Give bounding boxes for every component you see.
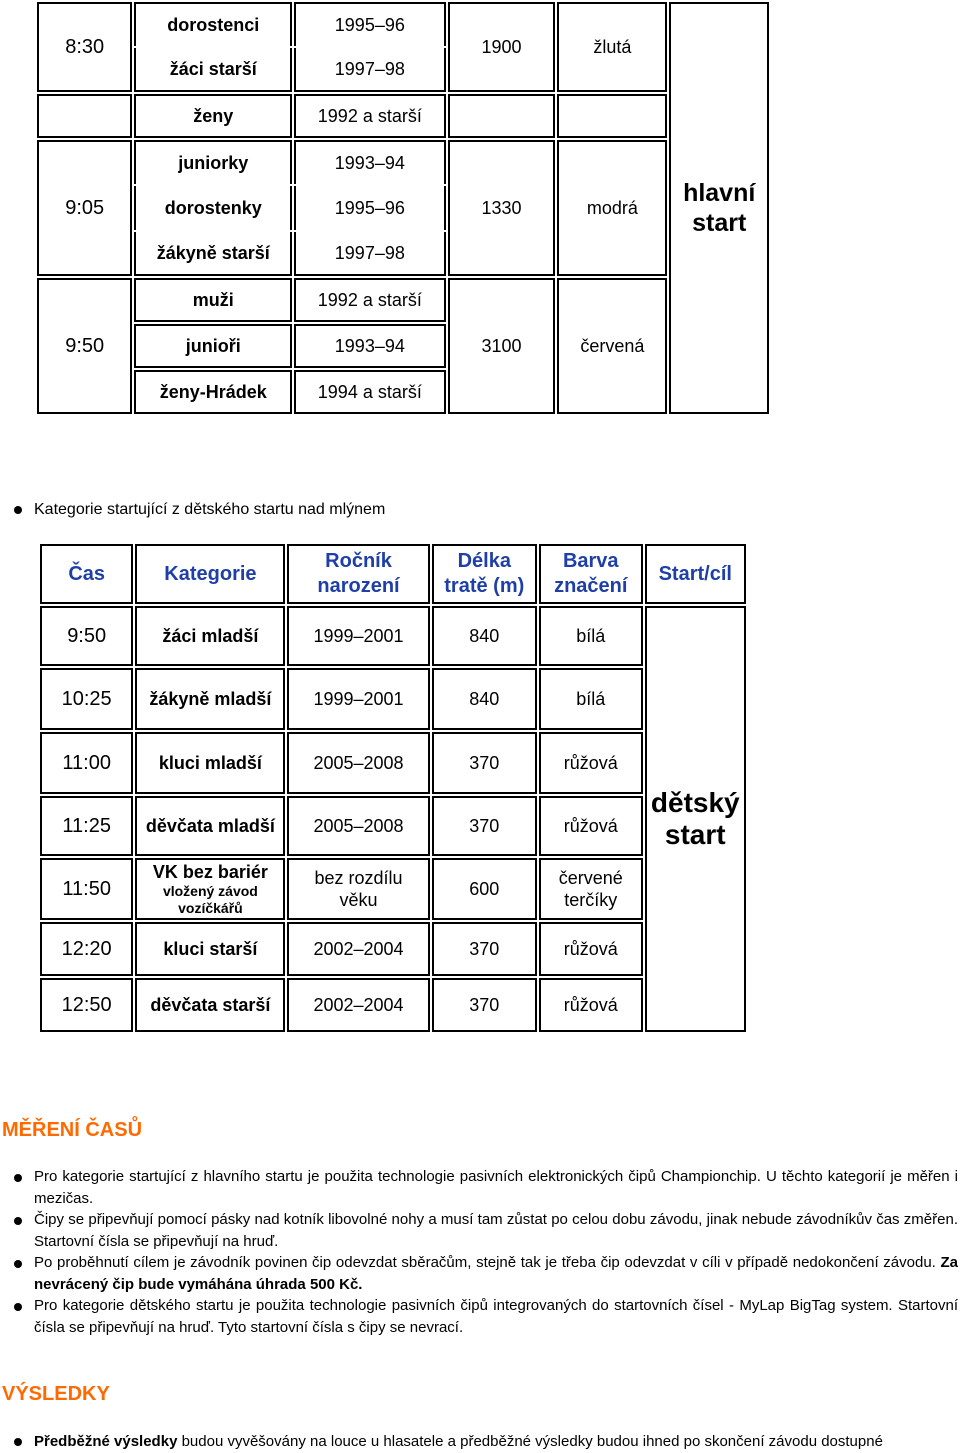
length-cell: 1330	[448, 140, 556, 276]
kids-year-text: bez rozdílu věku	[314, 868, 403, 910]
time-cell: 8:30	[37, 2, 132, 92]
year-cell: 1997–98	[294, 48, 445, 92]
kids-color-cell: růžová	[539, 978, 642, 1032]
timing-item	[0, 1209, 960, 1252]
kids-year-cell	[287, 858, 429, 920]
kids-color-cell: růžová	[539, 796, 642, 856]
timing-item	[0, 1252, 960, 1295]
header-length	[432, 544, 538, 604]
kids-category-cell: kluci mladší	[135, 732, 285, 794]
kids-year-cell: 2002–2004	[287, 922, 429, 976]
year-cell: 1995–96	[294, 2, 445, 46]
kids-color-cell: růžová	[539, 732, 642, 794]
results-item-text: budou vyvěšovány na louce u hlasatele a předběžné výsledky budou ihned po skončení závodu dostupné	[177, 1433, 883, 1450]
main-start-cell	[669, 2, 769, 414]
header-year	[287, 544, 429, 604]
header-start: Start/cíl	[645, 544, 746, 604]
time-cell	[37, 94, 132, 138]
header-color	[539, 544, 642, 604]
kids-time-cell: 11:50	[40, 858, 133, 920]
kids-category-cell: kluci starší	[135, 922, 285, 976]
year-cell: 1992 a starší	[294, 94, 445, 138]
length-cell: 3100	[448, 278, 556, 414]
kids-category-cell: žákyně mladší	[135, 668, 285, 730]
kids-length-cell: 840	[432, 668, 538, 730]
header-year-text: Ročník narození	[317, 550, 400, 597]
kids-year-cell: 2002–2004	[287, 978, 429, 1032]
kids-year-cell: 1999–2001	[287, 668, 429, 730]
category-cell: ženy	[134, 94, 292, 138]
kids-year-cell: 2005–2008	[287, 796, 429, 856]
timing-item-text: Pro kategorie dětského startu je použita technologie pasivních čipů integrovaných do startovních čísel - MyLap BigTag system. Startovní čísla se připevňují na hruď. Tyto startovní čísla s čipy se nevrací.	[34, 1297, 958, 1336]
category-cell: žáci starší	[134, 48, 292, 92]
kids-start-label: dětský start	[650, 787, 740, 850]
category-cell: juniorky	[134, 140, 292, 184]
main-start-table	[35, 0, 771, 416]
year-cell: 1994 a starší	[294, 370, 445, 414]
length-cell: 1900	[448, 2, 556, 92]
kids-color-cell: bílá	[539, 606, 642, 666]
kids-time-cell: 9:50	[40, 606, 133, 666]
timing-item	[0, 1295, 960, 1338]
bullet-icon	[14, 506, 22, 514]
category-cell: dorostenky	[134, 186, 292, 230]
timing-item-text: Pro kategorie startující z hlavního startu je použita technologie pasivních elektronických čipů Championchip. U těchto kategorií je měřen i mezičas.	[34, 1168, 958, 1207]
kids-category-cell: děvčata mladší	[135, 796, 285, 856]
kids-time-cell: 11:25	[40, 796, 133, 856]
timing-list	[0, 1166, 960, 1338]
kids-year-cell: 1999–2001	[287, 606, 429, 666]
kids-category-cell: žáci mladší	[135, 606, 285, 666]
kids-time-cell: 11:00	[40, 732, 133, 794]
category-cell: dorostenci	[134, 2, 292, 46]
time-cell: 9:05	[37, 140, 132, 276]
kids-color-text: červené terčíky	[558, 868, 623, 910]
kids-time-cell: 12:50	[40, 978, 133, 1032]
results-item-line	[34, 1431, 956, 1453]
header-time: Čas	[40, 544, 133, 604]
color-cell: žlutá	[557, 2, 667, 92]
kids-length-cell: 370	[432, 732, 538, 794]
kids-time-cell: 10:25	[40, 668, 133, 730]
color-cell: červená	[557, 278, 667, 414]
bullet-icon	[14, 1438, 22, 1446]
kids-category-main: VK bez bariér	[152, 862, 268, 882]
year-cell: 1995–96	[294, 186, 445, 230]
kids-length-cell: 600	[432, 858, 538, 920]
timing-title: MĚŘENÍ ČASŮ	[2, 1119, 143, 1141]
results-title: VÝSLEDKY	[2, 1383, 110, 1405]
kids-length-cell: 840	[432, 606, 538, 666]
length-cell	[448, 94, 556, 138]
kids-start-table	[38, 542, 748, 1034]
kids-length-cell: 370	[432, 796, 538, 856]
kids-year-cell: 2005–2008	[287, 732, 429, 794]
time-cell: 9:50	[37, 278, 132, 414]
kids-length-cell: 370	[432, 922, 538, 976]
kids-start-cell	[645, 606, 746, 1032]
kids-length-cell: 370	[432, 978, 538, 1032]
timing-item-text: Čipy se připevňují pomocí pásky nad kotník libovolné nohy a musí tam zůstat po celou dobu závodu, jinak nebude závodníkův čas změřen. Startovní čísla se připevňují na hruď.	[34, 1211, 958, 1250]
year-cell: 1997–98	[294, 232, 445, 276]
results-item-bold: Předběžné výsledky	[34, 1433, 178, 1450]
timing-item-bold: Za nevrácený čip bude vymáhána úhrada 500 Kč.	[34, 1254, 958, 1293]
kids-category-cell: děvčata starší	[135, 978, 285, 1032]
main-start-label: hlavní start	[683, 179, 756, 237]
kids-category-sub-text: vložený závod vozíčkářů	[162, 883, 258, 916]
color-cell	[557, 94, 667, 138]
kids-color-cell	[539, 858, 642, 920]
year-cell: 1992 a starší	[294, 278, 445, 322]
kids-start-heading-text: Kategorie startující z dětského startu nad mlýnem	[34, 501, 386, 518]
year-cell: 1993–94	[294, 324, 445, 368]
category-cell: žákyně starší	[134, 232, 292, 276]
kids-time-cell: 12:20	[40, 922, 133, 976]
timing-item	[0, 1166, 960, 1209]
kids-color-cell: růžová	[539, 922, 642, 976]
kids-category-cell	[135, 858, 285, 920]
header-length-text: Délka tratě (m)	[444, 550, 525, 597]
header-category: Kategorie	[135, 544, 285, 604]
category-cell: junioři	[134, 324, 292, 368]
header-color-text: Barva značení	[554, 550, 628, 597]
category-cell: muži	[134, 278, 292, 322]
kids-category-sub	[160, 883, 260, 917]
category-cell: ženy-Hrádek	[134, 370, 292, 414]
timing-item-text: Po proběhnutí cílem je závodník povinen čip odevzdat sběračům, stejně tak je třeba čip odevzdat v cíli v případě nedokončení závodu.	[34, 1254, 941, 1271]
color-cell: modrá	[557, 140, 667, 276]
year-cell: 1993–94	[294, 140, 445, 184]
kids-color-cell: bílá	[539, 668, 642, 730]
